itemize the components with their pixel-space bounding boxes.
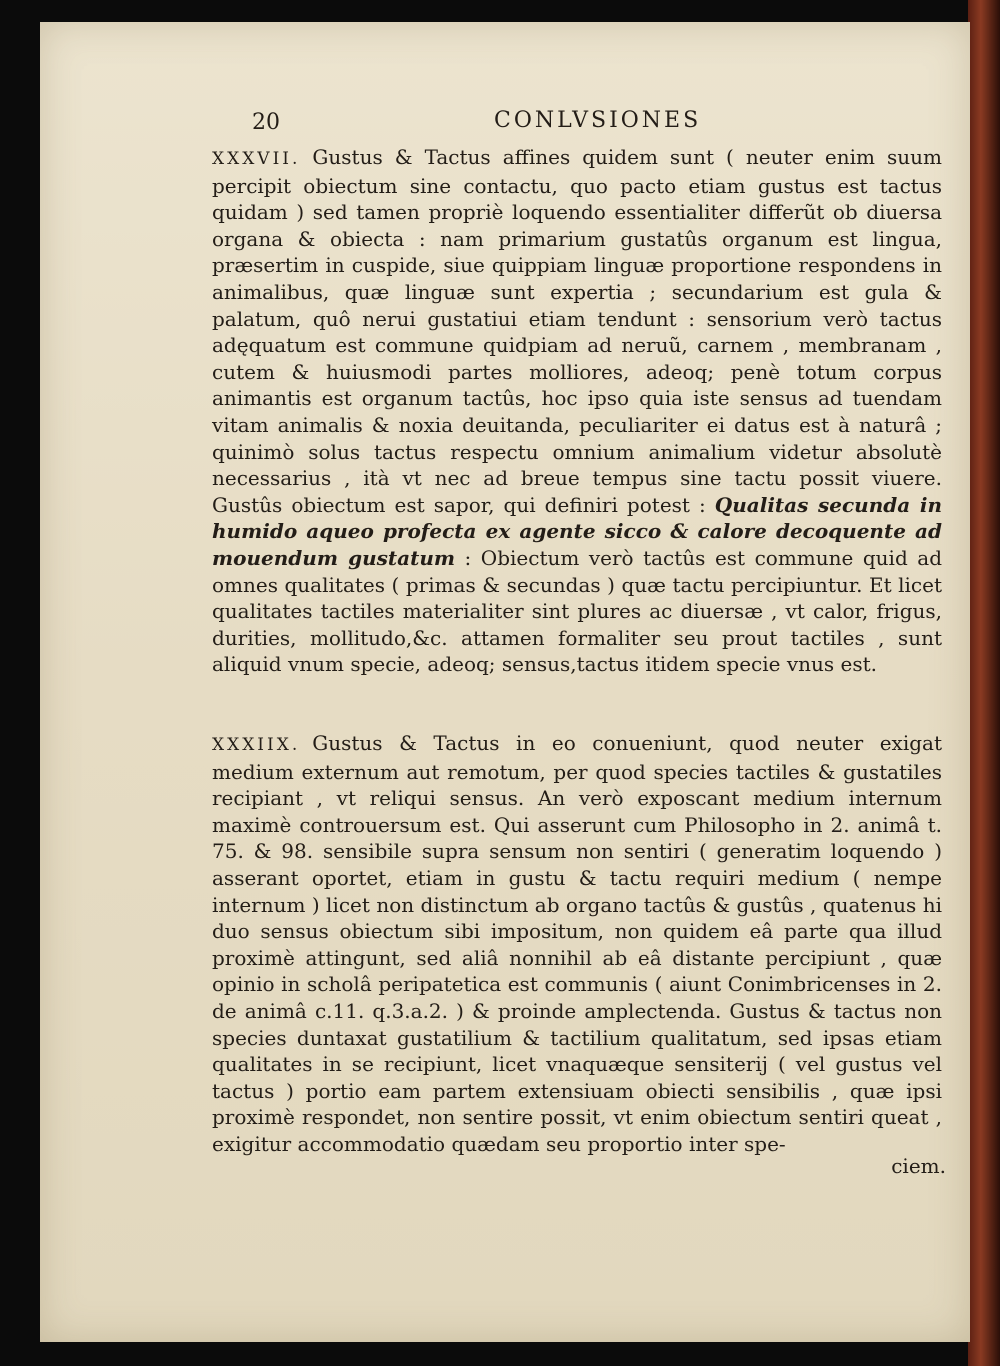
page-header [212, 108, 938, 138]
paragraph-text: Gustus & Tactus in eo conueniunt, quod neuter exigat medium externum aut remotum, per quod species tactiles & gustatiles recipiant , vt reliqui sensus. An verò exposcant medium internum maximè controuersum est. Qui asserunt cum Philosopho in 2. animâ t. 75. & 98. sensibile supra sensum non sentiri ( generatim loquendo ) asserant oportet, etiam in gustu & tactu requiri medium ( nempe internum ) licet non distinctum ab organo tactûs & gustûs , quatenus hi duo sensus obiectum sibi impositum, non quidem eâ parte qua illud proximè attingunt, sed aliâ nonnihil ab eâ distante percipiunt , quæ opinio in scholâ peripatetica est communis ( aiunt Conimbricenses in 2. de animâ c.11. q.3.a.2. ) & proinde amplectenda. Gustus & tactus non species duntaxat gustatilium & tactilium qualitatum, sed ipsas etiam qualitates in se recipiunt, licet vnaquæque sensiterij ( vel gustus vel tactus ) portio eam partem extensiuam obiecti sensibilis , quæ ipsi proximè respondet, non sentire possit, vt enim obiectum sentiri queat , exigitur accommodatio quædam seu proportio inter spe- [212, 731, 949, 1156]
paragraph-xxxvii [212, 144, 949, 678]
paragraph-text: Gustus & Tactus affines quidem sunt ( neuter enim suum percipit obiectum sine contactu, quo pacto etiam gustus est tactus quidam ) sed tamen propriè loquendo essentialiter differũt ob diuersa organa & obiecta : nam primarium gustatûs organum est lingua, præsertim in cuspide, siue quippiam linguæ proportione respondens in animalibus, quæ linguæ sunt expertia ; secundarium est gula & palatum, quô nerui gustatiui etiam tendunt : sensorium verò tactus adęquatum est commune quidpiam ad neruũ, carnem , membranam , cutem & huiusmodi partes molliores, adeoq; penè totum corpus animantis est organum tactûs, hoc ipso quia iste sensus ad tuendam vitam animalis & noxia deuitanda, peculiariter ei datus est à naturâ ; quinimò solus tactus respectu omnium animalium videtur absolutè necessarius , ità vt nec ad breue tempus sine tactu possit viuere. Gustûs obiectum est sapor, qui definiri potest : [212, 145, 949, 517]
paragraph-text-continued: : Obiectum verò tactûs est commune quid ad omnes qualitates ( primas & secundas ) quæ tactu percipiuntur. Et licet qualitates tactiles materialiter sint plures ac diuersæ , vt calor, frigus, durities, mollitudo,&c. attamen formaliter seu prout tactiles , sunt aliquid vnum specie, adeoq; sensus,tactus itidem specie vnus est. [212, 545, 949, 677]
definition-italic: Qualitas secunda in humido aqueo profecta ex agente sicco & calore decoquente ad mouendum gustatum [212, 492, 949, 570]
paragraph-marker: XXXVII. [212, 149, 301, 169]
page-content [212, 108, 949, 1178]
catchword: ciem. [891, 1154, 946, 1178]
page-number: 20 [252, 110, 280, 135]
running-title: CONLVSIONES [494, 108, 702, 133]
book-edge [968, 0, 1000, 1366]
paragraph-marker: XXXIIX. [212, 735, 301, 755]
paragraph-xxxiix [212, 730, 949, 1158]
